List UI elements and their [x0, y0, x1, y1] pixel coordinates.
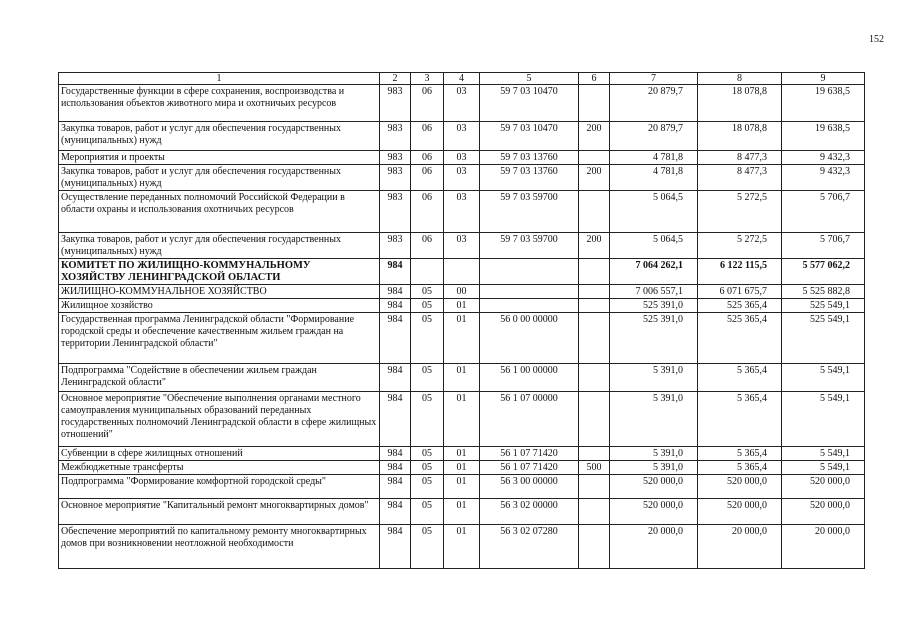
section-code-cell: 06 [411, 233, 444, 259]
target-article-cell: 56 3 00 00000 [480, 475, 579, 499]
amount-year1-cell: 525 391,0 [610, 299, 698, 313]
section-code-cell: 05 [411, 364, 444, 392]
amount-year1-cell: 5 064,5 [610, 233, 698, 259]
amount-year2-cell: 18 078,8 [698, 85, 782, 122]
expense-type-cell [579, 151, 610, 165]
amount-year1-cell: 5 391,0 [610, 447, 698, 461]
subsection-code-cell: 01 [444, 364, 480, 392]
row-name-cell: Межбюджетные трансферты [59, 461, 380, 475]
header-cell: 4 [444, 73, 480, 85]
target-article-cell: 56 0 00 00000 [480, 313, 579, 364]
expense-type-cell [579, 285, 610, 299]
row-name-cell: Субвенции в сфере жилищных отношений [59, 447, 380, 461]
admin-code-cell: 983 [380, 165, 411, 191]
expense-type-cell [579, 313, 610, 364]
row-name-cell: ЖИЛИЩНО-КОММУНАЛЬНОЕ ХОЗЯЙСТВО [59, 285, 380, 299]
target-article-cell: 56 1 00 00000 [480, 364, 579, 392]
row-name-cell: Подпрограмма "Содействие в обеспечении жильем граждан Ленинградской области" [59, 364, 380, 392]
amount-year1-cell: 5 391,0 [610, 461, 698, 475]
table-header-row [59, 73, 865, 85]
table-row [59, 392, 865, 447]
expense-type-cell: 200 [579, 122, 610, 151]
amount-year2-cell: 525 365,4 [698, 299, 782, 313]
amount-year2-cell: 5 272,5 [698, 233, 782, 259]
section-code-cell [411, 259, 444, 285]
target-article-cell: 56 1 07 71420 [480, 461, 579, 475]
subsection-code-cell: 01 [444, 525, 480, 569]
amount-year1-cell: 520 000,0 [610, 475, 698, 499]
subsection-code-cell: 00 [444, 285, 480, 299]
amount-year3-cell: 520 000,0 [782, 499, 865, 525]
target-article-cell: 59 7 03 59700 [480, 233, 579, 259]
amount-year2-cell: 8 477,3 [698, 165, 782, 191]
target-article-cell [480, 299, 579, 313]
admin-code-cell: 984 [380, 313, 411, 364]
section-code-cell: 05 [411, 313, 444, 364]
amount-year1-cell: 20 879,7 [610, 85, 698, 122]
subsection-code-cell: 01 [444, 475, 480, 499]
amount-year2-cell: 6 071 675,7 [698, 285, 782, 299]
expense-type-cell [579, 475, 610, 499]
target-article-cell: 56 3 02 00000 [480, 499, 579, 525]
amount-year3-cell: 525 549,1 [782, 313, 865, 364]
section-code-cell: 05 [411, 285, 444, 299]
target-article-cell: 59 7 03 59700 [480, 191, 579, 233]
table-row [59, 151, 865, 165]
amount-year2-cell: 5 365,4 [698, 364, 782, 392]
amount-year2-cell: 8 477,3 [698, 151, 782, 165]
subsection-code-cell: 03 [444, 165, 480, 191]
target-article-cell: 59 7 03 13760 [480, 151, 579, 165]
section-code-cell: 05 [411, 499, 444, 525]
expense-type-cell [579, 447, 610, 461]
expense-type-cell [579, 364, 610, 392]
amount-year2-cell: 520 000,0 [698, 475, 782, 499]
table-row [59, 259, 865, 285]
admin-code-cell: 984 [380, 461, 411, 475]
amount-year3-cell: 525 549,1 [782, 299, 865, 313]
amount-year3-cell: 5 549,1 [782, 461, 865, 475]
section-code-cell: 06 [411, 85, 444, 122]
row-name-cell: КОМИТЕТ ПО ЖИЛИЩНО-КОММУНАЛЬНОМУ ХОЗЯЙСТВУ ЛЕНИНГРАДСКОЙ ОБЛАСТИ [59, 259, 380, 285]
table-row [59, 364, 865, 392]
admin-code-cell: 984 [380, 285, 411, 299]
amount-year2-cell: 6 122 115,5 [698, 259, 782, 285]
subsection-code-cell: 01 [444, 392, 480, 447]
amount-year3-cell: 5 549,1 [782, 392, 865, 447]
row-name-cell: Закупка товаров, работ и услуг для обеспечения государственных (муниципальных) нужд [59, 165, 380, 191]
amount-year2-cell: 5 365,4 [698, 461, 782, 475]
header-cell: 1 [59, 73, 380, 85]
expense-type-cell [579, 299, 610, 313]
section-code-cell: 05 [411, 461, 444, 475]
table-row [59, 285, 865, 299]
section-code-cell: 05 [411, 475, 444, 499]
header-cell: 8 [698, 73, 782, 85]
row-name-cell: Закупка товаров, работ и услуг для обеспечения государственных (муниципальных) нужд [59, 233, 380, 259]
table-row [59, 122, 865, 151]
table-row [59, 447, 865, 461]
target-article-cell: 56 3 02 07280 [480, 525, 579, 569]
expense-type-cell [579, 191, 610, 233]
admin-code-cell: 984 [380, 525, 411, 569]
admin-code-cell: 984 [380, 392, 411, 447]
admin-code-cell: 983 [380, 191, 411, 233]
amount-year3-cell: 5 577 062,2 [782, 259, 865, 285]
expense-type-cell [579, 525, 610, 569]
expense-type-cell: 200 [579, 233, 610, 259]
header-cell: 2 [380, 73, 411, 85]
admin-code-cell: 984 [380, 499, 411, 525]
row-name-cell: Подпрограмма "Формирование комфортной городской среды" [59, 475, 380, 499]
section-code-cell: 05 [411, 392, 444, 447]
target-article-cell [480, 259, 579, 285]
amount-year3-cell: 19 638,5 [782, 122, 865, 151]
subsection-code-cell: 03 [444, 85, 480, 122]
amount-year1-cell: 4 781,8 [610, 165, 698, 191]
table-row [59, 85, 865, 122]
admin-code-cell: 983 [380, 233, 411, 259]
table-row [59, 313, 865, 364]
table-row [59, 525, 865, 569]
amount-year2-cell: 5 365,4 [698, 447, 782, 461]
target-article-cell: 56 1 07 00000 [480, 392, 579, 447]
amount-year2-cell: 520 000,0 [698, 499, 782, 525]
admin-code-cell: 984 [380, 259, 411, 285]
expense-type-cell: 500 [579, 461, 610, 475]
subsection-code-cell: 01 [444, 299, 480, 313]
amount-year1-cell: 525 391,0 [610, 313, 698, 364]
amount-year3-cell: 5 525 882,8 [782, 285, 865, 299]
subsection-code-cell: 01 [444, 447, 480, 461]
target-article-cell: 59 7 03 10470 [480, 122, 579, 151]
amount-year1-cell: 520 000,0 [610, 499, 698, 525]
header-cell: 5 [480, 73, 579, 85]
row-name-cell: Государственные функции в сфере сохранения, воспроизводства и использования объектов животного мира и охотничьих ресурсов [59, 85, 380, 122]
amount-year3-cell: 5 706,7 [782, 233, 865, 259]
amount-year1-cell: 20 879,7 [610, 122, 698, 151]
amount-year1-cell: 4 781,8 [610, 151, 698, 165]
row-name-cell: Государственная программа Ленинградской области "Формирование городской среды и обеспечение качественным жильем граждан на территории Ленинградской области" [59, 313, 380, 364]
section-code-cell: 05 [411, 299, 444, 313]
section-code-cell: 06 [411, 151, 444, 165]
expense-type-cell [579, 259, 610, 285]
budget-table [58, 72, 865, 569]
row-name-cell: Мероприятия и проекты [59, 151, 380, 165]
target-article-cell: 59 7 03 13760 [480, 165, 579, 191]
expense-type-cell [579, 499, 610, 525]
amount-year3-cell: 9 432,3 [782, 165, 865, 191]
header-cell: 6 [579, 73, 610, 85]
amount-year3-cell: 19 638,5 [782, 85, 865, 122]
amount-year1-cell: 7 006 557,1 [610, 285, 698, 299]
header-cell: 9 [782, 73, 865, 85]
row-name-cell: Обеспечение мероприятий по капитальному ремонту многоквартирных домов при возникновении неотложной необходимости [59, 525, 380, 569]
row-name-cell: Основное мероприятие "Капитальный ремонт многоквартирных домов" [59, 499, 380, 525]
amount-year2-cell: 5 272,5 [698, 191, 782, 233]
amount-year1-cell: 7 064 262,1 [610, 259, 698, 285]
admin-code-cell: 984 [380, 447, 411, 461]
subsection-code-cell: 03 [444, 151, 480, 165]
admin-code-cell: 984 [380, 364, 411, 392]
target-article-cell: 59 7 03 10470 [480, 85, 579, 122]
row-name-cell: Закупка товаров, работ и услуг для обеспечения государственных (муниципальных) нужд [59, 122, 380, 151]
amount-year3-cell: 520 000,0 [782, 475, 865, 499]
section-code-cell: 06 [411, 165, 444, 191]
subsection-code-cell: 01 [444, 461, 480, 475]
amount-year1-cell: 20 000,0 [610, 525, 698, 569]
subsection-code-cell: 03 [444, 122, 480, 151]
amount-year1-cell: 5 064,5 [610, 191, 698, 233]
admin-code-cell: 984 [380, 475, 411, 499]
amount-year3-cell: 5 706,7 [782, 191, 865, 233]
target-article-cell [480, 285, 579, 299]
expense-type-cell [579, 392, 610, 447]
table-row [59, 499, 865, 525]
admin-code-cell: 984 [380, 299, 411, 313]
header-cell: 3 [411, 73, 444, 85]
subsection-code-cell: 01 [444, 313, 480, 364]
amount-year1-cell: 5 391,0 [610, 392, 698, 447]
expense-type-cell [579, 85, 610, 122]
amount-year3-cell: 20 000,0 [782, 525, 865, 569]
section-code-cell: 06 [411, 122, 444, 151]
row-name-cell: Осуществление переданных полномочий Российской Федерации в области охраны и использования охотничьих ресурсов [59, 191, 380, 233]
amount-year3-cell: 5 549,1 [782, 364, 865, 392]
subsection-code-cell: 03 [444, 233, 480, 259]
subsection-code-cell: 03 [444, 191, 480, 233]
row-name-cell: Основное мероприятие "Обеспечение выполнения органами местного самоуправления муниципальных образований переданных государственных полномочий Ленинградской области в сфере жилищных отношений" [59, 392, 380, 447]
amount-year3-cell: 9 432,3 [782, 151, 865, 165]
admin-code-cell: 983 [380, 85, 411, 122]
subsection-code-cell [444, 259, 480, 285]
subsection-code-cell: 01 [444, 499, 480, 525]
admin-code-cell: 983 [380, 151, 411, 165]
expense-type-cell: 200 [579, 165, 610, 191]
amount-year2-cell: 18 078,8 [698, 122, 782, 151]
amount-year1-cell: 5 391,0 [610, 364, 698, 392]
amount-year3-cell: 5 549,1 [782, 447, 865, 461]
table-row [59, 191, 865, 233]
amount-year2-cell: 5 365,4 [698, 392, 782, 447]
page-number: 152 [869, 34, 884, 45]
section-code-cell: 06 [411, 191, 444, 233]
admin-code-cell: 983 [380, 122, 411, 151]
header-cell: 7 [610, 73, 698, 85]
table-row [59, 461, 865, 475]
table-row [59, 233, 865, 259]
table-row [59, 299, 865, 313]
amount-year2-cell: 525 365,4 [698, 313, 782, 364]
table-row [59, 165, 865, 191]
section-code-cell: 05 [411, 525, 444, 569]
row-name-cell: Жилищное хозяйство [59, 299, 380, 313]
target-article-cell: 56 1 07 71420 [480, 447, 579, 461]
section-code-cell: 05 [411, 447, 444, 461]
table-row [59, 475, 865, 499]
amount-year2-cell: 20 000,0 [698, 525, 782, 569]
